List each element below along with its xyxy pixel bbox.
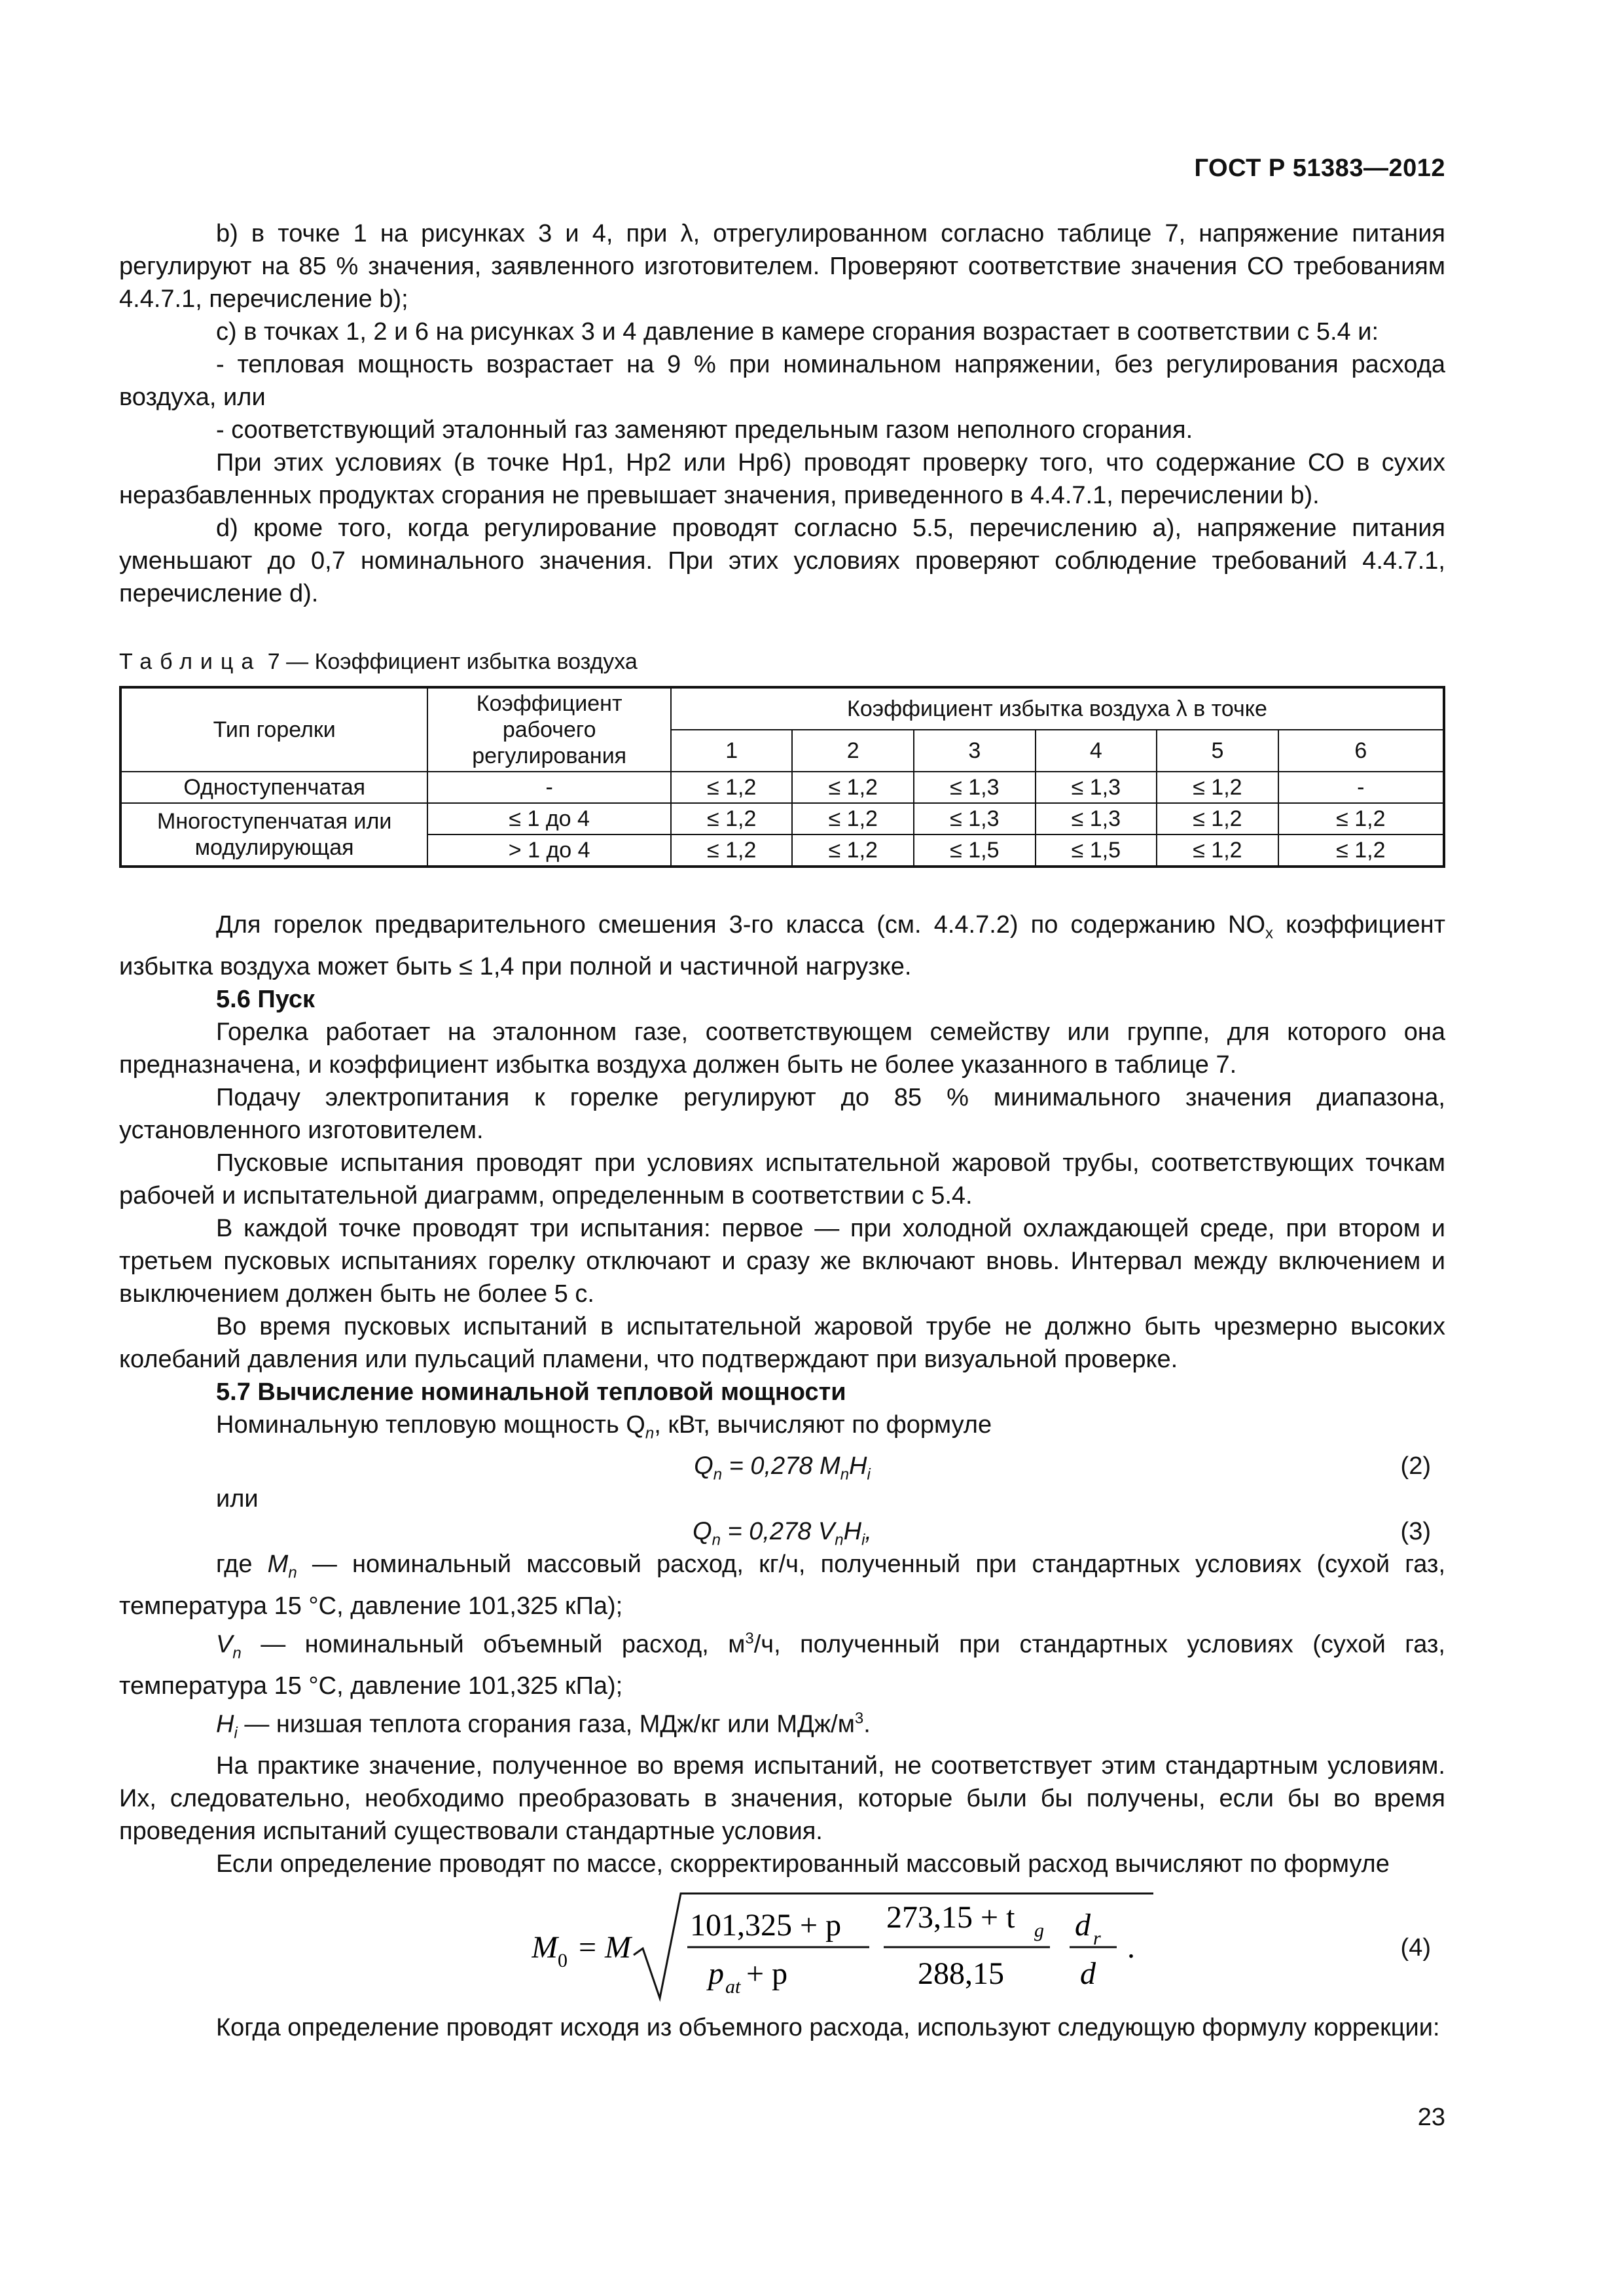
table-cell: ≤ 1,2: [671, 772, 793, 803]
table-caption-title: 7 — Коэффициент избытка воздуха: [267, 649, 638, 674]
paragraph: Подачу электропитания к горелке регулируют до 85 % минимального значения диапазона, установленного изготовителем.: [119, 1083, 1445, 1144]
formula-text: Q: [694, 1452, 713, 1480]
f4-num2: 273,15 + t: [886, 1900, 1015, 1935]
superscript: 3: [745, 1629, 754, 1647]
text-span: , кВт, вычисляют по формуле: [654, 1410, 992, 1439]
page-content: [119, 217, 1445, 2044]
table-row: [120, 803, 1444, 834]
formula-text: H: [843, 1518, 862, 1546]
formula-text: Q: [693, 1518, 712, 1546]
var: H: [216, 1710, 234, 1738]
superscript: 3: [854, 1710, 864, 1728]
header-burner-type: Тип горелки: [120, 687, 427, 772]
paragraph-mass: Если определение проводят по массе, скорректированный массовый расход вычисляют по формуле: [216, 1850, 1390, 1878]
paragraph-b: b) в точке 1 на рисунках 3 и 4, при λ, отрегулированном согласно таблице 7, напряжение питания регулируют на 85 % значения, заявленного изготовителем. Проверяют соответствие значения СО требованиям 4.4.7.1, перечисление b);: [119, 220, 1445, 313]
formula-number: (2): [1400, 1452, 1431, 1480]
text-span: Для горелок предварительного смешения 3-го класса (см. 4.4.7.2) по содержанию NO: [216, 911, 1266, 939]
paragraph-conditions: При этих условиях (в точке Hp1, Hp2 или Hp6) проводят проверку того, что содержание СО в сухих неразбавленных продуктах сгорания не превышает значения, приведенного в 4.4.7.1, перечислении b).: [119, 449, 1445, 509]
table-cell: ≤ 1 до 4: [427, 803, 671, 834]
text-span: — номинальный массовый расход, кг/ч, полученный при стандартных условиях (сухой газ, температура 15 °С, давление 101,325 кПа);: [119, 1551, 1445, 1620]
paragraph: В каждой точке проводят три испытания: первое — при холодной охлаждающей среде, при втором и третьем пусковых испытаниях горелку отключают и сразу же включают вновь. Интервал между включением и выключением должен быть не более 5 с.: [119, 1214, 1445, 1308]
f4-num1: 101,325 + p: [690, 1908, 842, 1943]
subscript: n: [645, 1424, 655, 1443]
text-span: /ч, полученный при стандартных условиях (сухой газ, температура 15 °С, давление 101,325 кПа);: [119, 1630, 1445, 1700]
table-7: [119, 686, 1445, 868]
section-5-6-title: 5.6 Пуск: [216, 985, 316, 1013]
header-lambda: Коэффициент избытка воздуха λ в точке: [671, 687, 1444, 730]
table-caption: [119, 647, 1445, 677]
subscript: x: [1265, 924, 1274, 942]
f4-den3: d: [1080, 1956, 1096, 1992]
table-cell: ≤ 1,2: [671, 834, 793, 867]
table-caption-word: Таблица: [119, 649, 262, 674]
paragraph: Пусковые испытания проводят при условиях испытательной жаровой трубы, соответствующих точкам рабочей и испытательной диаграмм, определенным в соответствии с 5.4.: [119, 1149, 1445, 1210]
f4-lhs-sub: 0: [558, 1950, 568, 1972]
table-cell: ≤ 1,2: [792, 834, 914, 867]
table-cell: -: [427, 772, 671, 803]
table-cell: ≤ 1,2: [1157, 803, 1278, 834]
formula-number: (3): [1400, 1518, 1431, 1546]
var: V: [216, 1630, 233, 1659]
text-or: или: [216, 1485, 259, 1513]
paragraph-c-item1: - тепловая мощность возрастает на 9 % при номинальном напряжении, без регулирования расхода воздуха, или: [119, 351, 1445, 411]
formula-2: [119, 1450, 1445, 1482]
text-span: — низшая теплота сгорания газа, МДж/кг или МДж/м: [237, 1710, 855, 1738]
paragraph-intro: [119, 1408, 1445, 1450]
paragraph-premix: [119, 908, 1445, 983]
f4-lhs: M: [532, 1930, 558, 1965]
paragraph-c-item2: - соответствующий эталонный газ заменяют предельным газом неполного сгорания.: [216, 416, 1193, 444]
header-point-1: 1: [671, 730, 793, 772]
where-hi: [119, 1702, 1445, 1749]
var-sub: n: [288, 1564, 297, 1582]
header-point-5: 5: [1157, 730, 1278, 772]
text-span: .: [863, 1710, 871, 1738]
row1-type: Одноступенчатая: [120, 772, 427, 803]
paragraph-practice: На практике значение, полученное во время испытаний, не соответствует этим стандартным условиям. Их, следовательно, необходимо преобразовать в значения, которые были бы получены, если бы во время проведения испытаний существовали стандартные условия.: [119, 1752, 1445, 1846]
formula-text: ,: [865, 1518, 872, 1546]
paragraph-volume: Когда определение проводят исходя из объемного расхода, используют следующую формулу коррекции:: [216, 2014, 1440, 2042]
header-point-2: 2: [792, 730, 914, 772]
formula-sub: i: [867, 1465, 871, 1484]
f4-eq: =: [579, 1930, 597, 1965]
row2-type: Многоступенчатая или модулирующая: [120, 803, 427, 867]
table-cell: ≤ 1,5: [1036, 834, 1157, 867]
paragraph-c: c) в точках 1, 2 и 6 на рисунках 3 и 4 давление в камере сгорания возрастает в соответствии с 5.4 и:: [216, 318, 1379, 346]
header-point-4: 4: [1036, 730, 1157, 772]
formula-text: H: [849, 1452, 867, 1480]
f4-den1-p: p: [708, 1956, 724, 1992]
formula-sub: n: [840, 1465, 850, 1484]
table-cell: ≤ 1,5: [914, 834, 1036, 867]
var: M: [267, 1551, 289, 1579]
formula-sub: n: [713, 1465, 723, 1484]
table-cell: > 1 до 4: [427, 834, 671, 867]
var-sub: n: [232, 1644, 242, 1662]
table-cell: ≤ 1,2: [792, 803, 914, 834]
paragraph-d: d) кроме того, когда регулирование проводят согласно 5.5, перечислению а), напряжение питания уменьшают до 0,7 номинального значения. При этих условиях проверяют соблюдение требований 4.4.7.1, перечисление d).: [119, 514, 1445, 607]
f4-dot: .: [1127, 1930, 1135, 1965]
table-cell: ≤ 1,3: [914, 803, 1036, 834]
formula-sub: i: [861, 1531, 865, 1549]
where-mn: где $M_n$ — номинальный массовый расход, кг/ч, полученный при стандартных условиях (сухой газ, температура 15 °С, давление 101,325 кПа);: [119, 1551, 1445, 1620]
var-sub: i: [234, 1724, 238, 1742]
table-cell: ≤ 1,3: [1036, 803, 1157, 834]
header-point-3: 3: [914, 730, 1036, 772]
formula-sub: n: [712, 1531, 721, 1549]
formula-text: = 0,278 M: [722, 1452, 840, 1480]
f4-den1-sub: at: [725, 1976, 741, 1998]
text-span: — номинальный объемный расход, м: [241, 1630, 746, 1659]
paragraph: Горелка работает на эталонном газе, соответствующем семейству или группе, для которого она предназначена, и коэффициент избытка воздуха должен быть не более указанного в таблице 7.: [119, 1018, 1445, 1079]
page-number: 23: [1417, 2104, 1445, 2131]
f4-num2-sub: g: [1034, 1920, 1044, 1942]
f4-num3-sub: r: [1093, 1928, 1101, 1950]
table-cell: ≤ 1,2: [1157, 834, 1278, 867]
formula-3: [119, 1515, 1445, 1548]
formula-number: (4): [1400, 1934, 1431, 1962]
f4-num3: d: [1075, 1908, 1091, 1943]
formula-4-svg: [532, 1886, 1186, 2010]
header-regulation-coef: Коэффициент рабочего регулирования: [427, 687, 671, 772]
section-5-7-title: 5.7 Вычисление номинальной тепловой мощности: [216, 1378, 846, 1406]
table-row: [120, 772, 1444, 803]
paragraph: Во время пусковых испытаний в испытательной жаровой трубе не должно быть чрезмерно высоких колебаний давления или пульсаций пламени, что подтверждают при визуальной проверке.: [119, 1312, 1445, 1373]
table-cell: ≤ 1,2: [1278, 803, 1444, 834]
table-cell: ≤ 1,2: [792, 772, 914, 803]
f4-m: M: [605, 1930, 631, 1965]
table-cell: ≤ 1,3: [914, 772, 1036, 803]
table-cell: ≤ 1,3: [1036, 772, 1157, 803]
text-span: Номинальную тепловую мощность Q: [216, 1410, 645, 1439]
table-cell: ≤ 1,2: [1278, 834, 1444, 867]
header-point-6: 6: [1278, 730, 1444, 772]
text-span: коэффициент избытка воздуха может быть ≤ 1,4 при полной и частичной нагрузке.: [119, 911, 1445, 980]
where-vn: [119, 1623, 1445, 1702]
f4-den2: 288,15: [918, 1956, 1004, 1992]
page-header: ГОСТ Р 51383—2012: [1194, 154, 1445, 182]
formula-sub: n: [835, 1531, 844, 1549]
formula-4: [119, 1880, 1445, 2011]
table-cell: -: [1278, 772, 1444, 803]
table-cell: ≤ 1,2: [1157, 772, 1278, 803]
table-cell: ≤ 1,2: [671, 803, 793, 834]
f4-den1-rest: + p: [746, 1956, 788, 1992]
formula-text: = 0,278 V: [720, 1518, 835, 1546]
